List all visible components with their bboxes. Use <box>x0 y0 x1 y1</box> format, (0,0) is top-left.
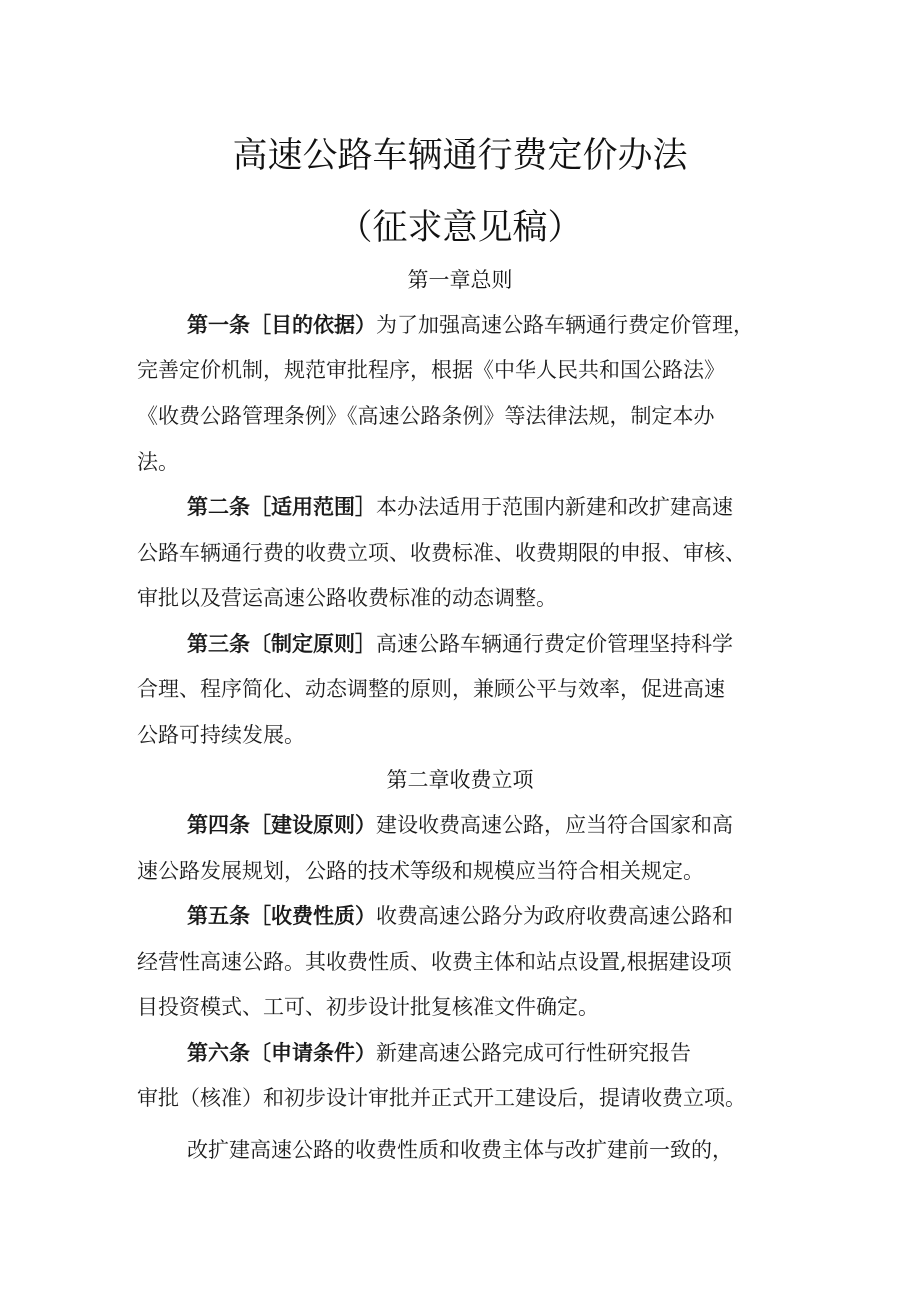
article-heading: 第四条［建设原则） <box>187 813 376 837</box>
article-paragraph-line <box>187 309 754 339</box>
article-text: 本办法适用于范围内新建和改扩建高速 <box>376 495 733 519</box>
article-paragraph-line <box>187 1037 691 1067</box>
article-text: 目投资模式、工可、初步设计批复核准文件确定。 <box>137 995 599 1019</box>
document-title: 高速公路车辆通行费定价办法 <box>232 136 688 176</box>
article-text: 审批（核准）和初步设计审批并正式开工建设后，提请收费立项。 <box>137 1086 746 1110</box>
article-text: 改扩建高速公路的收费性质和收费主体与改扩建前一致的， <box>187 1138 733 1162</box>
article-text: 建设收费高速公路，应当符合国家和高 <box>376 813 733 837</box>
article-text: 公路车辆通行费的收费立项、收费标准、收费期限的申报、审核、 <box>137 541 746 565</box>
article-heading: 第五条［收费性质） <box>187 904 376 928</box>
article-heading: 第六条〔申请条件） <box>187 1041 376 1065</box>
article-text: 完善定价机制，规范审批程序，根据《中华人民共和国公路法》 <box>137 358 725 382</box>
article-text: 为了加强高速公路车辆通行费定价管理， <box>376 313 754 337</box>
article-text: 法。 <box>137 450 179 474</box>
chapter-heading: 第一章总则 <box>407 268 513 292</box>
article-heading: 第三条〔制定原则］ <box>187 632 376 656</box>
article-text: 公路可持续发展。 <box>137 723 305 747</box>
article-heading: 第二条［适用范围］ <box>187 495 376 519</box>
article-text: 收费高速公路分为政府收费高速公路和 <box>376 904 733 928</box>
article-text: 经营性高速公路。其收费性质、收费主体和站点设置,根据建设项 <box>137 950 732 974</box>
article-text: 高速公路车辆通行费定价管理坚持科学 <box>376 632 733 656</box>
article-paragraph-line <box>187 809 733 839</box>
article-text: 新建高速公路完成可行性研究报告 <box>376 1041 691 1065</box>
article-paragraph-line <box>187 491 733 521</box>
article-heading: 第一条［目的依据） <box>187 313 376 337</box>
document-subtitle: （征求意见稿） <box>337 208 583 248</box>
article-paragraph-line <box>187 628 733 658</box>
article-text: 速公路发展规划，公路的技术等级和规模应当符合相关规定。 <box>137 859 704 883</box>
article-text: 审批以及营运高速公路收费标准的动态调整。 <box>137 586 557 610</box>
chapter-heading: 第二章收费立项 <box>386 768 534 792</box>
article-paragraph-line <box>187 900 733 930</box>
article-text: 合理、程序简化、动态调整的原则，兼顾公平与效率，促进高速 <box>137 677 725 701</box>
article-text: 《收费公路管理条例》《高速公路条例》等法律法规，制定本办 <box>137 404 715 428</box>
